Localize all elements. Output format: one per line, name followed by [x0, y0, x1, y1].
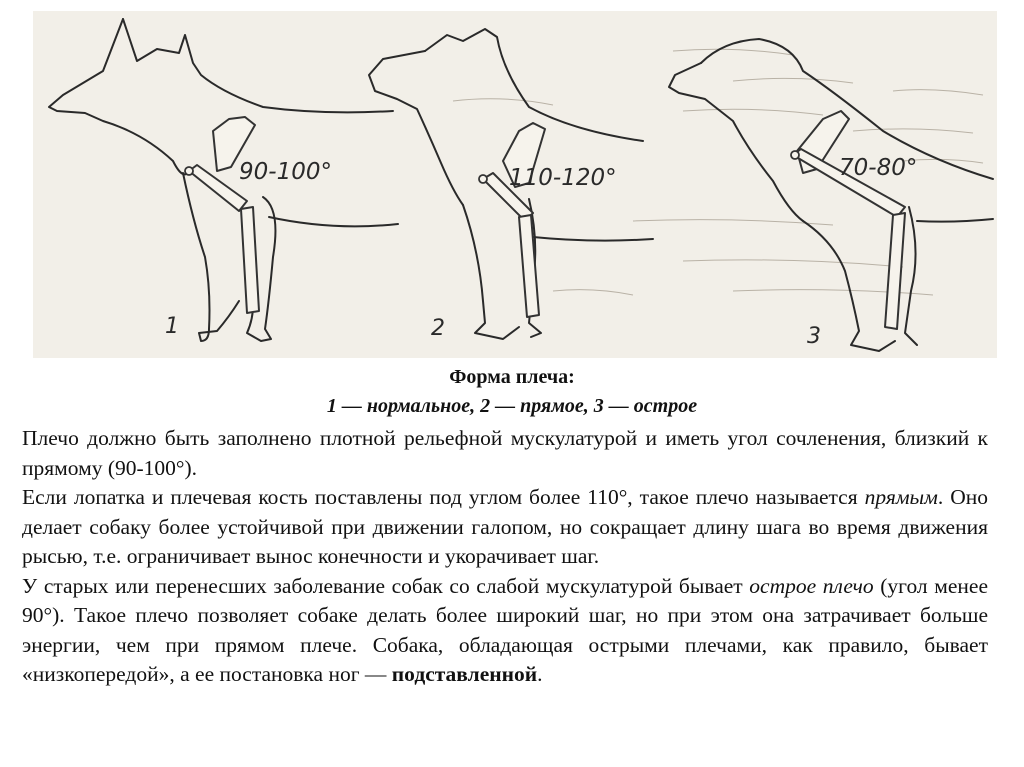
- paragraph-2-text-c: . Оно делает собаку более устойчивой при движении галопом, но сокращает длину шага во время движения рысью, т.е. ограничивает вынос конечности и укорачивает шаг.: [22, 485, 988, 568]
- dog-2-beard-throat: [369, 51, 463, 205]
- figure-caption-title: Форма плеча:: [449, 366, 575, 388]
- dog-1-forearm: [241, 207, 259, 313]
- dog-3-joint: [791, 151, 799, 159]
- dog-1-joint: [185, 167, 193, 175]
- dog-2-belly: [533, 237, 653, 241]
- dog-3-acute: [669, 39, 993, 351]
- paragraph-3-text-e: .: [537, 662, 543, 686]
- dog-3-angle-label: 70-80°: [839, 155, 918, 181]
- figure-caption-legend: 1 — нормальное, 2 — прямое, 3 — острое: [326, 395, 698, 417]
- dog-2-joint: [479, 175, 487, 183]
- paragraph-3: [22, 572, 988, 690]
- dog-1-muzzle-throat: [49, 19, 189, 174]
- term-substituted: подставленной: [391, 662, 538, 686]
- paragraph-2: [22, 483, 988, 572]
- dog-2-angle-label: 110-120°: [509, 165, 617, 191]
- dog-2-number: 2: [431, 316, 445, 341]
- shoulder-forms-illustration: [33, 11, 997, 358]
- dog-1-angle-label: 90-100°: [239, 159, 332, 185]
- dog-2-forearm: [519, 215, 539, 317]
- article-body: [22, 424, 988, 690]
- dog-3-number: 3: [807, 324, 821, 349]
- dog-1-number: 1: [165, 314, 179, 339]
- dog-3-belly: [917, 219, 993, 222]
- dog-1-normal: [49, 19, 398, 341]
- dog-2-front-leg: [463, 205, 519, 339]
- dog-1-head-back: [123, 19, 393, 112]
- paragraph-3-text-a: У старых или перенесших заболевание собак со слабой мускулатурой бывает: [22, 573, 750, 598]
- dog-1-belly: [269, 217, 398, 226]
- dog-3-forearm: [885, 213, 905, 329]
- dog-2-straight: [369, 29, 653, 341]
- term-acute-shoulder: острое плечо: [749, 573, 874, 598]
- dog-3-muzzle-throat: [669, 63, 803, 221]
- paragraph-3-text-c: (угол менее 90°). Такое плечо позволяет собаке делать более широкий шаг, но при этом она затрачивает больше энергии, чем при прямом плече. Собака, обладающая острыми плечами, как правило, бывает «низкопередой», а ее постановка ног —: [22, 573, 988, 686]
- paragraph-2-text-a: Если лопатка и плечевая кость поставлены под углом более 110°, такое плечо называется: [22, 485, 865, 509]
- dog-sketches: [33, 11, 997, 358]
- term-straight: прямым: [864, 485, 938, 509]
- dog-3-leg-back-edge: [905, 207, 917, 345]
- paragraph-1: Плечо должно быть заполнено плотной рельефной мускулатурой и иметь угол сочленения, близкий к прямому (90-100°).: [22, 426, 988, 480]
